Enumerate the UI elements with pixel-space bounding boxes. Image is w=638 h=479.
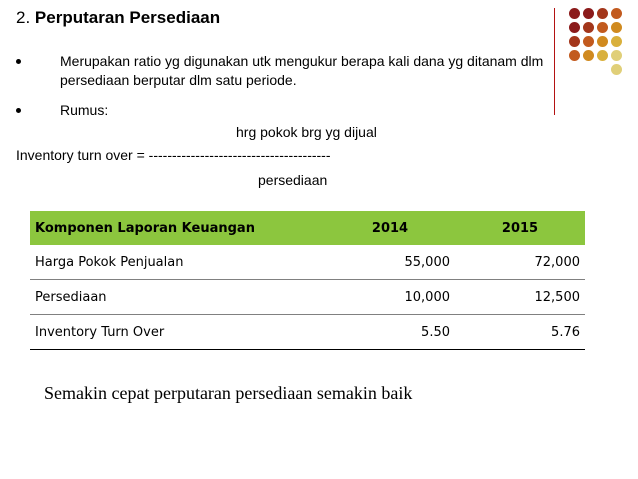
decorative-dot [597, 22, 608, 33]
table-cell-value: 12,500 [534, 289, 580, 305]
decorative-dot [569, 36, 580, 47]
decorative-dot [583, 22, 594, 33]
decorative-dot [583, 8, 594, 19]
bullet-dot-icon [16, 108, 21, 113]
decorative-dot [611, 8, 622, 19]
table-cell-value: 5.50 [421, 324, 450, 340]
table-header-row [30, 211, 585, 245]
title-text: Perputaran Persediaan [34, 8, 221, 27]
table-cell-value: 10,000 [404, 289, 450, 305]
table-row [30, 280, 585, 315]
ratio-table [30, 211, 585, 350]
table-cell-label: Harga Pokok Penjualan [35, 254, 184, 270]
decorative-dot [611, 36, 622, 47]
decorative-dot [597, 8, 608, 19]
formula-numerator: hrg pokok brg yg dijual [236, 124, 377, 140]
decorative-dot [569, 22, 580, 33]
decorative-dot [583, 36, 594, 47]
table-header-2014: 2014 [371, 220, 409, 236]
table-header-2015: 2015 [501, 220, 539, 236]
formula-denominator: persediaan [258, 172, 328, 188]
decorative-dot [611, 22, 622, 33]
decorative-dot [597, 36, 608, 47]
table-row [30, 315, 585, 350]
decorative-dot [597, 50, 608, 61]
bullet-definition-text: Merupakan ratio yg digunakan utk mengukur berapa kali dana yg ditanam dlm persediaan berputar dlm satu periode. [60, 53, 544, 88]
bullet-dot-icon [16, 59, 21, 64]
title-number: 2. [16, 8, 31, 27]
formula-lhs: Inventory turn over = --------------------------------------- [16, 147, 331, 163]
decorative-dot [569, 8, 580, 19]
table-cell-value: 5.76 [551, 324, 580, 340]
table-row [30, 245, 585, 280]
slide-title [16, 8, 220, 28]
table-cell-value: 55,000 [404, 254, 450, 270]
closing-note: Semakin cepat perputaran persediaan semakin baik [44, 383, 413, 403]
bullet-formula-text: Rumus: [60, 102, 109, 118]
decorative-dot [569, 50, 580, 61]
decorative-dot [611, 64, 622, 75]
table-cell-value: 72,000 [534, 254, 580, 270]
table-cell-label: Persediaan [35, 289, 107, 305]
table-header-component: Komponen Laporan Keuangan [35, 220, 255, 236]
table-cell-label: Inventory Turn Over [35, 324, 165, 340]
decorative-dot [611, 50, 622, 61]
decorative-vertical-line [554, 8, 555, 115]
decorative-dot [583, 50, 594, 61]
